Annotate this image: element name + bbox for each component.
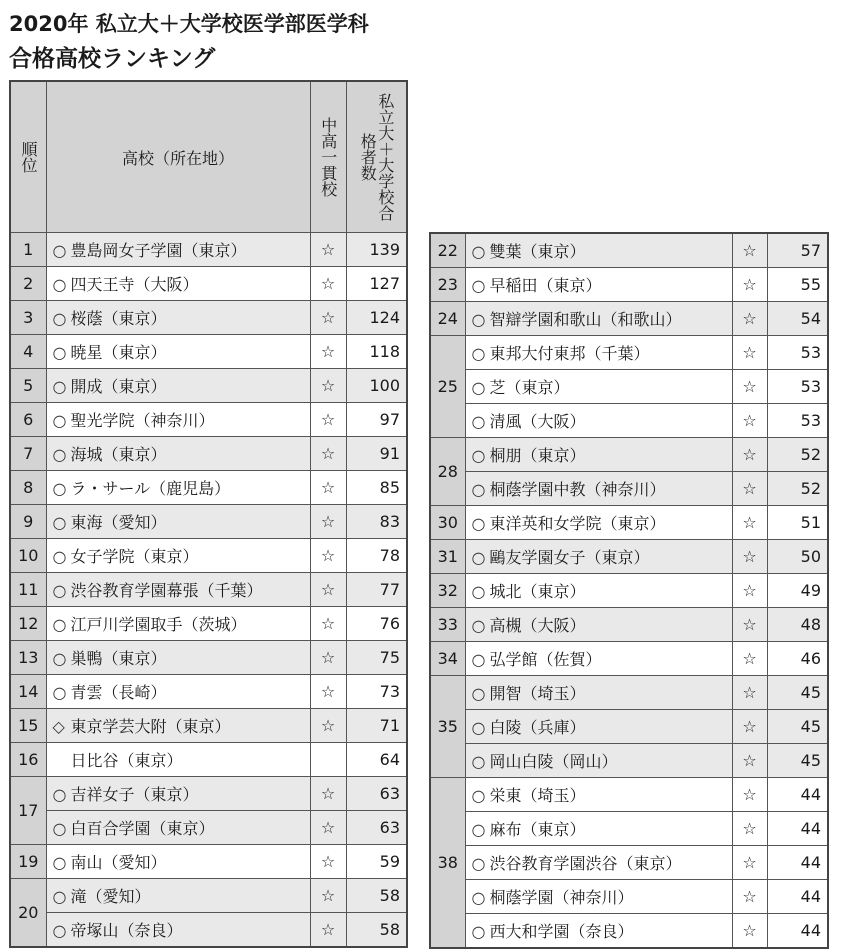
school-name: 城北（東京）	[489, 582, 586, 601]
table-row	[10, 573, 407, 607]
count-cell: 127	[346, 267, 407, 301]
school-name: 早稲田（東京）	[489, 276, 602, 295]
right-table-body	[430, 233, 828, 948]
table-row	[10, 369, 407, 403]
ikkan-star-cell: ☆	[310, 675, 346, 709]
school-name: 渋谷教育学園幕張（千葉）	[70, 581, 263, 600]
school-type-mark: ○	[52, 513, 67, 532]
ikkan-star-cell: ☆	[310, 573, 346, 607]
school-cell	[46, 675, 310, 709]
school-type-mark: ○	[52, 615, 67, 634]
school-type-mark: ○	[471, 412, 486, 431]
count-cell: 100	[346, 369, 407, 403]
school-type-mark: ○	[471, 582, 486, 601]
rank-cell: 28	[430, 438, 465, 506]
school-cell	[46, 437, 310, 471]
rank-header: 順位	[10, 81, 46, 233]
table-row	[430, 642, 828, 676]
school-type-mark: ○	[52, 547, 67, 566]
school-type-mark: ○	[52, 309, 67, 328]
school-cell	[465, 268, 732, 302]
school-name: 東洋英和女学院（東京）	[489, 514, 666, 533]
table-row	[430, 676, 828, 710]
school-name: 桐蔭学園中教（神奈川）	[489, 480, 666, 499]
rank-cell: 22	[430, 233, 465, 268]
school-cell	[46, 335, 310, 369]
school-type-mark: ○	[471, 820, 486, 839]
count-cell: 75	[346, 641, 407, 675]
school-name: 西大和学園（奈良）	[489, 922, 634, 941]
school-name: 白陵（兵庫）	[489, 718, 586, 737]
rank-cell: 11	[10, 573, 46, 607]
school-type-mark: ○	[471, 786, 486, 805]
school-name: 開成（東京）	[70, 377, 167, 396]
school-cell	[465, 472, 732, 506]
school-name: ラ・サール（鹿児島）	[70, 479, 231, 498]
table-row	[430, 880, 828, 914]
school-cell	[46, 879, 310, 913]
ikkan-star-cell: ☆	[732, 472, 767, 506]
table-row	[10, 437, 407, 471]
school-type-mark: ○	[471, 888, 486, 907]
count-cell: 49	[767, 574, 828, 608]
school-name: 滝（愛知）	[70, 887, 151, 906]
school-type-mark: ○	[52, 887, 67, 906]
left-table-body	[10, 233, 407, 948]
school-type-mark: ○	[471, 480, 486, 499]
rank-cell: 6	[10, 403, 46, 437]
school-cell	[46, 641, 310, 675]
table-row	[430, 506, 828, 540]
school-type-mark: ○	[471, 310, 486, 329]
table-row	[10, 301, 407, 335]
ikkan-star-cell: ☆	[732, 608, 767, 642]
ikkan-star-cell: ☆	[310, 335, 346, 369]
school-cell	[465, 438, 732, 472]
count-cell: 64	[346, 743, 407, 777]
table-row	[430, 914, 828, 949]
school-name: 弘学館（佐賀）	[489, 650, 602, 669]
school-type-mark: ○	[52, 819, 67, 838]
school-type-mark: ○	[52, 683, 67, 702]
count-cell: 53	[767, 336, 828, 370]
ikkan-star-cell: ☆	[310, 845, 346, 879]
rank-cell: 2	[10, 267, 46, 301]
school-type-mark: ○	[471, 922, 486, 941]
school-type-mark: ○	[52, 649, 67, 668]
school-cell	[465, 710, 732, 744]
school-type-mark: ○	[52, 581, 67, 600]
ikkan-star-cell: ☆	[732, 744, 767, 778]
school-cell	[46, 913, 310, 948]
count-cell: 44	[767, 880, 828, 914]
page-title: 2020年 私立大＋大学校医学部医学科	[9, 12, 369, 36]
school-cell	[465, 540, 732, 574]
table-row	[430, 812, 828, 846]
school-cell	[46, 403, 310, 437]
table-row	[10, 335, 407, 369]
school-name: 暁星（東京）	[70, 343, 167, 362]
school-cell	[46, 811, 310, 845]
table-row	[430, 574, 828, 608]
ikkan-star-cell: ☆	[310, 301, 346, 335]
count-header: 私立大＋大学校合格者数	[346, 81, 407, 233]
school-type-mark: ○	[471, 616, 486, 635]
count-cell: 55	[767, 268, 828, 302]
count-cell: 48	[767, 608, 828, 642]
rank-cell: 34	[430, 642, 465, 676]
school-name: 吉祥女子（東京）	[70, 785, 199, 804]
count-cell: 45	[767, 676, 828, 710]
ikkan-star-cell: ☆	[732, 914, 767, 949]
page-subtitle: 合格高校ランキング	[9, 46, 216, 72]
school-type-mark: ○	[471, 276, 486, 295]
ikkan-star-cell: ☆	[732, 506, 767, 540]
count-cell: 58	[346, 913, 407, 948]
table-row	[430, 472, 828, 506]
school-type-mark: ○	[471, 446, 486, 465]
table-row	[10, 845, 407, 879]
school-name: 桐朋（東京）	[489, 446, 586, 465]
school-name: 高槻（大阪）	[489, 616, 586, 635]
school-cell	[46, 233, 310, 267]
count-cell: 63	[346, 811, 407, 845]
count-cell: 46	[767, 642, 828, 676]
count-cell: 59	[346, 845, 407, 879]
count-cell: 73	[346, 675, 407, 709]
rank-cell: 3	[10, 301, 46, 335]
count-cell: 57	[767, 233, 828, 268]
school-name: 麻布（東京）	[489, 820, 586, 839]
ikkan-star-cell: ☆	[732, 438, 767, 472]
school-type-mark: ◇	[52, 717, 65, 736]
table-row	[430, 268, 828, 302]
rank-cell: 24	[430, 302, 465, 336]
table-row	[10, 709, 407, 743]
school-type-mark: ○	[471, 242, 486, 261]
ikkan-star-cell: ☆	[310, 913, 346, 948]
table-row	[430, 336, 828, 370]
school-cell	[465, 778, 732, 812]
table-row	[10, 811, 407, 845]
ikkan-star-cell: ☆	[732, 268, 767, 302]
table-row	[430, 540, 828, 574]
rank-cell: 13	[10, 641, 46, 675]
school-name: 開智（埼玉）	[489, 684, 586, 703]
school-cell	[465, 506, 732, 540]
school-name: 智辯学園和歌山（和歌山）	[489, 310, 682, 329]
school-type-mark: ○	[471, 684, 486, 703]
rank-cell: 31	[430, 540, 465, 574]
school-type-mark: ○	[471, 650, 486, 669]
count-cell: 54	[767, 302, 828, 336]
table-row	[430, 710, 828, 744]
table-row	[430, 744, 828, 778]
ikkan-star-cell: ☆	[310, 641, 346, 675]
school-cell	[46, 743, 310, 777]
school-cell	[465, 302, 732, 336]
school-cell	[46, 369, 310, 403]
ikkan-star-cell: ☆	[310, 369, 346, 403]
count-cell: 44	[767, 778, 828, 812]
table-row	[430, 846, 828, 880]
ikkan-star-cell: ☆	[732, 404, 767, 438]
school-name: 四天王寺（大阪）	[70, 275, 199, 294]
rank-cell: 10	[10, 539, 46, 573]
count-cell: 44	[767, 812, 828, 846]
table-row	[10, 267, 407, 301]
school-type-mark: ○	[52, 411, 67, 430]
school-type-mark: ○	[471, 752, 486, 771]
rank-cell: 1	[10, 233, 46, 267]
school-cell	[46, 777, 310, 811]
school-name: 桜蔭（東京）	[70, 309, 167, 328]
table-row	[430, 778, 828, 812]
rank-cell: 4	[10, 335, 46, 369]
count-cell: 53	[767, 370, 828, 404]
count-cell: 83	[346, 505, 407, 539]
ikkan-star-cell: ☆	[310, 233, 346, 267]
table-row	[10, 879, 407, 913]
school-cell	[465, 744, 732, 778]
school-name: 海城（東京）	[70, 445, 167, 464]
ikkan-star-cell: ☆	[732, 370, 767, 404]
school-type-mark: ○	[52, 445, 67, 464]
count-cell: 44	[767, 914, 828, 949]
rank-cell: 32	[430, 574, 465, 608]
count-cell: 77	[346, 573, 407, 607]
ikkan-star-cell: ☆	[732, 846, 767, 880]
school-cell	[465, 812, 732, 846]
rank-cell: 15	[10, 709, 46, 743]
rank-cell: 14	[10, 675, 46, 709]
count-cell: 52	[767, 438, 828, 472]
rank-cell: 7	[10, 437, 46, 471]
count-cell: 76	[346, 607, 407, 641]
ranking-table-left	[9, 80, 408, 948]
table-row	[10, 675, 407, 709]
ikkan-star-cell: ☆	[732, 336, 767, 370]
school-cell	[46, 845, 310, 879]
ikkan-star-cell: ☆	[310, 607, 346, 641]
school-name: 芝（東京）	[489, 378, 570, 397]
school-header: 高校（所在地）	[46, 81, 310, 233]
ikkan-star-cell: ☆	[732, 302, 767, 336]
school-name: 東邦大付東邦（千葉）	[489, 344, 650, 363]
ikkan-star-cell: ☆	[732, 710, 767, 744]
school-cell	[46, 607, 310, 641]
table-row	[430, 608, 828, 642]
school-name: 帝塚山（奈良）	[70, 921, 183, 940]
school-type-mark: ○	[52, 377, 67, 396]
school-cell	[465, 880, 732, 914]
table-row	[430, 438, 828, 472]
rank-cell: 20	[10, 879, 46, 948]
table-row	[10, 607, 407, 641]
school-name: 鷗友学園女子（東京）	[489, 548, 650, 567]
count-cell: 45	[767, 710, 828, 744]
ikkan-star-cell: ☆	[732, 574, 767, 608]
school-type-mark: ○	[52, 853, 67, 872]
school-type-mark: ○	[52, 275, 67, 294]
school-name: 東京学芸大附（東京）	[70, 717, 231, 736]
school-name: 渋谷教育学園渋谷（東京）	[489, 854, 682, 873]
table-row	[430, 233, 828, 268]
school-name: 聖光学院（神奈川）	[70, 411, 215, 430]
school-cell	[46, 505, 310, 539]
ranking-table-right	[429, 232, 829, 949]
ikkan-star-cell: ☆	[310, 539, 346, 573]
ikkan-star-cell: ☆	[732, 540, 767, 574]
school-name: 東海（愛知）	[70, 513, 167, 532]
school-type-mark: ○	[471, 718, 486, 737]
count-cell: 91	[346, 437, 407, 471]
count-cell: 52	[767, 472, 828, 506]
table-row	[10, 743, 407, 777]
school-cell	[46, 539, 310, 573]
school-type-mark: ○	[471, 548, 486, 567]
count-cell: 118	[346, 335, 407, 369]
school-cell	[46, 573, 310, 607]
school-type-mark: ○	[52, 785, 67, 804]
ikkan-star-cell: ☆	[732, 676, 767, 710]
school-name: 南山（愛知）	[70, 853, 167, 872]
rank-cell: 5	[10, 369, 46, 403]
school-name: 雙葉（東京）	[489, 242, 586, 261]
count-cell: 45	[767, 744, 828, 778]
count-cell: 58	[346, 879, 407, 913]
school-type-mark: ○	[52, 921, 67, 940]
school-cell	[465, 574, 732, 608]
school-cell	[465, 608, 732, 642]
rank-cell: 30	[430, 506, 465, 540]
ikkan-star-cell: ☆	[732, 778, 767, 812]
ikkan-star-cell: ☆	[732, 880, 767, 914]
school-type-mark: ○	[52, 241, 67, 260]
count-cell: 51	[767, 506, 828, 540]
ikkan-star-cell: ☆	[310, 777, 346, 811]
ikkan-star-cell: ☆	[310, 437, 346, 471]
table-row	[10, 641, 407, 675]
ikkan-star-cell: ☆	[310, 403, 346, 437]
rank-cell: 33	[430, 608, 465, 642]
ikkan-star-cell	[310, 743, 346, 777]
count-cell: 139	[346, 233, 407, 267]
school-name: 江戸川学園取手（茨城）	[70, 615, 247, 634]
school-name: 岡山白陵（岡山）	[489, 752, 618, 771]
school-cell	[465, 404, 732, 438]
count-cell: 85	[346, 471, 407, 505]
school-type-mark: ○	[471, 344, 486, 363]
table-row	[10, 539, 407, 573]
school-name: 巣鴨（東京）	[70, 649, 167, 668]
count-cell: 124	[346, 301, 407, 335]
table-row	[10, 913, 407, 948]
school-name: 豊島岡女子学園（東京）	[70, 241, 247, 260]
school-cell	[46, 471, 310, 505]
table-row	[10, 777, 407, 811]
rank-cell: 17	[10, 777, 46, 845]
school-cell	[465, 676, 732, 710]
school-type-mark: ○	[471, 378, 486, 397]
count-cell: 50	[767, 540, 828, 574]
count-cell: 53	[767, 404, 828, 438]
school-name: 日比谷（東京）	[70, 751, 183, 770]
table-row	[430, 370, 828, 404]
ikkan-star-cell: ☆	[732, 812, 767, 846]
ikkan-star-cell: ☆	[310, 267, 346, 301]
school-type-mark: ○	[52, 479, 67, 498]
school-cell	[465, 370, 732, 404]
school-name: 女子学院（東京）	[70, 547, 199, 566]
table-row	[10, 505, 407, 539]
school-cell	[465, 642, 732, 676]
ikkan-star-cell: ☆	[310, 811, 346, 845]
school-cell	[465, 233, 732, 268]
table-row	[430, 302, 828, 336]
rank-cell: 25	[430, 336, 465, 438]
rank-cell: 16	[10, 743, 46, 777]
count-cell: 44	[767, 846, 828, 880]
table-row	[430, 404, 828, 438]
rank-cell: 9	[10, 505, 46, 539]
school-name: 清風（大阪）	[489, 412, 586, 431]
rank-cell: 23	[430, 268, 465, 302]
school-cell	[465, 336, 732, 370]
ikkan-star-cell: ☆	[732, 642, 767, 676]
count-cell: 71	[346, 709, 407, 743]
table-row	[10, 471, 407, 505]
rank-cell: 19	[10, 845, 46, 879]
ikkan-star-cell: ☆	[732, 233, 767, 268]
rank-cell: 8	[10, 471, 46, 505]
school-name: 栄東（埼玉）	[489, 786, 586, 805]
ikkan-star-cell: ☆	[310, 471, 346, 505]
school-type-mark: ○	[52, 343, 67, 362]
ikkan-header: 中高一貫校	[310, 81, 346, 233]
school-cell	[46, 301, 310, 335]
table-row	[10, 233, 407, 267]
school-cell	[46, 267, 310, 301]
school-cell	[46, 709, 310, 743]
school-cell	[465, 914, 732, 949]
table-header-row	[10, 81, 407, 233]
school-cell	[465, 846, 732, 880]
school-type-mark: ○	[471, 514, 486, 533]
school-name: 桐蔭学園（神奈川）	[489, 888, 634, 907]
rank-cell: 12	[10, 607, 46, 641]
ikkan-star-cell: ☆	[310, 709, 346, 743]
rank-cell: 35	[430, 676, 465, 778]
rank-cell: 38	[430, 778, 465, 949]
count-cell: 97	[346, 403, 407, 437]
school-name: 青雲（長崎）	[70, 683, 167, 702]
school-type-mark: ○	[471, 854, 486, 873]
table-row	[10, 403, 407, 437]
count-cell: 78	[346, 539, 407, 573]
ikkan-star-cell: ☆	[310, 505, 346, 539]
ikkan-star-cell: ☆	[310, 879, 346, 913]
school-name: 白百合学園（東京）	[70, 819, 215, 838]
count-cell: 63	[346, 777, 407, 811]
